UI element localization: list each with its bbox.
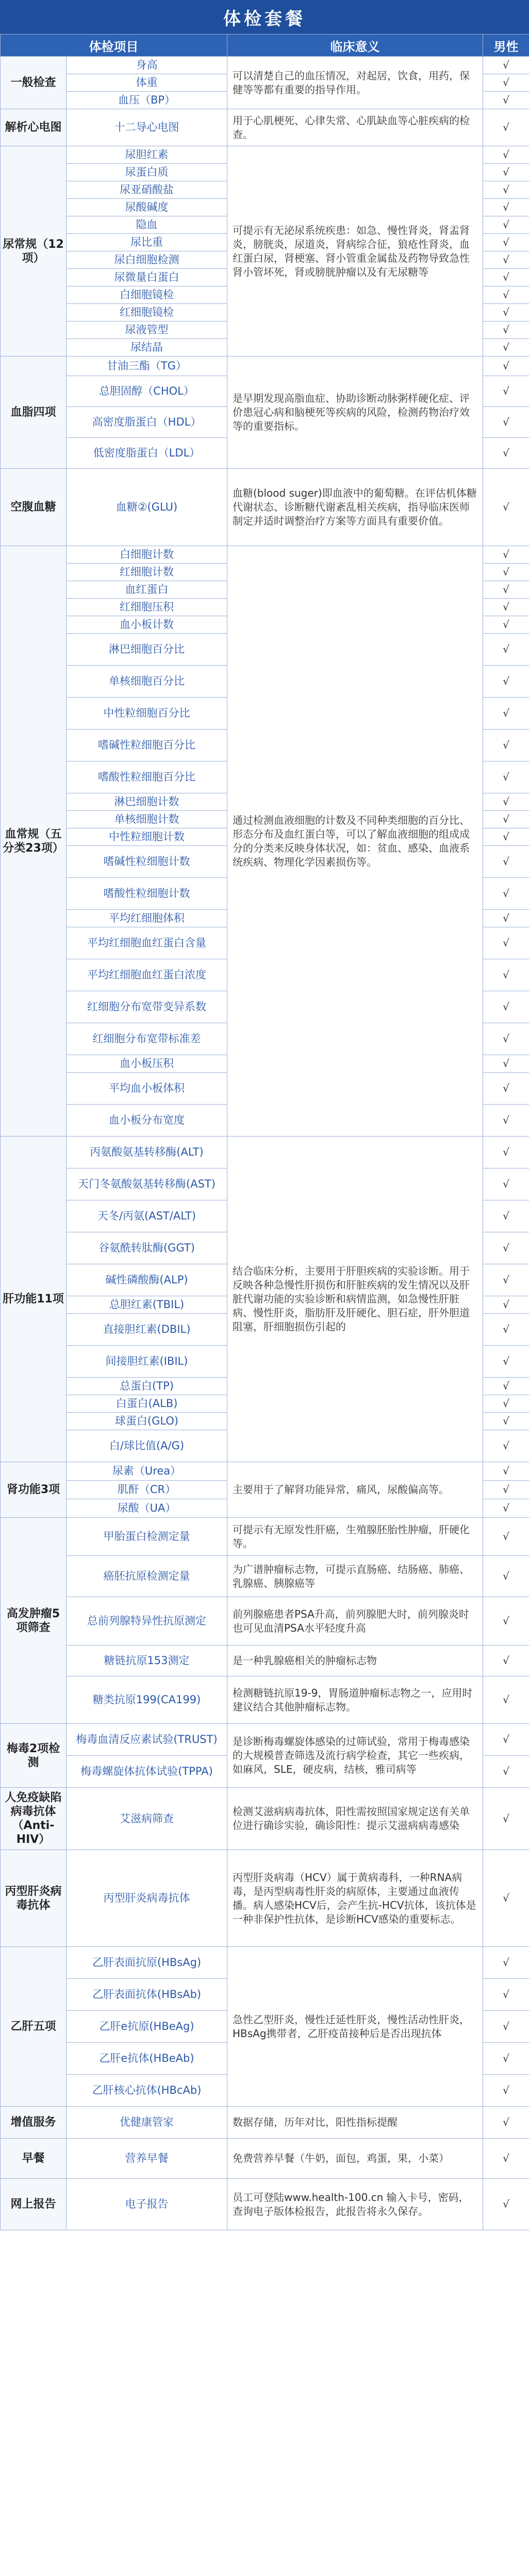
male-check-mark: √ [483, 146, 529, 164]
category-cell: 血脂四项 [1, 357, 67, 469]
item-name: 碱性磷酸酶(ALP) [67, 1264, 227, 1296]
male-check-mark: √ [483, 2107, 529, 2139]
category-cell: 肝功能11项 [1, 1137, 67, 1462]
male-check-mark: √ [483, 1430, 529, 1462]
item-name: 十二导心电图 [67, 109, 227, 146]
table-row [1, 146, 529, 164]
male-check-mark: √ [483, 910, 529, 927]
table-body [1, 57, 529, 2230]
male-check-mark: √ [483, 846, 529, 878]
male-check-mark: √ [483, 1597, 529, 1646]
male-check-mark: √ [483, 959, 529, 991]
clinical-meaning: 员工可登陆www.health-100.cn 输入卡号，密码，查询电子版体检报告，此报告将永久保存。 [227, 2179, 483, 2230]
item-name: 淋巴细胞计数 [67, 793, 227, 811]
table-row [1, 1947, 529, 1979]
item-name: 糖类抗原199(CA199) [67, 1676, 227, 1724]
item-name: 优健康管家 [67, 2107, 227, 2139]
male-check-mark: √ [483, 927, 529, 959]
table-row [1, 2179, 529, 2230]
male-check-mark: √ [483, 1314, 529, 1346]
item-name: 糖链抗原153测定 [67, 1646, 227, 1676]
item-name: 血红蛋白 [67, 581, 227, 599]
male-check-mark: √ [483, 1556, 529, 1597]
male-check-mark: √ [483, 109, 529, 146]
item-name: 尿酸（UA） [67, 1499, 227, 1518]
male-check-mark: √ [483, 1676, 529, 1724]
male-check-mark: √ [483, 304, 529, 321]
male-check-mark: √ [483, 730, 529, 761]
item-name: 平均红细胞血红蛋白含量 [67, 927, 227, 959]
header-meaning: 临床意义 [227, 35, 483, 57]
male-check-mark: √ [483, 2139, 529, 2179]
table-row [1, 1788, 529, 1850]
checkup-table [0, 34, 529, 2230]
item-name: 红细胞分布宽带标准差 [67, 1023, 227, 1055]
item-name: 电子报告 [67, 2179, 227, 2230]
item-name: 尿蛋白质 [67, 164, 227, 181]
table-row [1, 1646, 529, 1676]
item-name: 中性粒细胞百分比 [67, 698, 227, 730]
clinical-meaning: 丙型肝炎病毒（HCV）属于黄病毒科，一种RNA病毒，是丙型病毒性肝炎的病原体，主要通过血液传播。病人感染HCV后，会产生抗-HCV抗体，该抗体是一种非保护性抗体，是诊断HCV感染的重要标志。 [227, 1850, 483, 1947]
item-name: 尿酸碱度 [67, 199, 227, 216]
category-cell: 高发肿瘤5项筛查 [1, 1518, 67, 1724]
male-check-mark: √ [483, 74, 529, 92]
item-name: 高密度脂蛋白（HDL） [67, 407, 227, 438]
category-cell: 一般检查 [1, 57, 67, 109]
male-check-mark: √ [483, 2179, 529, 2230]
clinical-meaning: 为广谱肿瘤标志物，可提示直肠癌、结肠癌、肺癌、乳腺癌、胰腺癌等 [227, 1556, 483, 1597]
item-name: 甘油三酯（TG） [67, 357, 227, 376]
male-check-mark: √ [483, 269, 529, 286]
header-project: 体检项目 [1, 35, 227, 57]
item-name: 总胆固醇（CHOL） [67, 376, 227, 407]
clinical-meaning: 数据存储，历年对比，阳性指标提醒 [227, 2107, 483, 2139]
male-check-mark: √ [483, 376, 529, 407]
male-check-mark: √ [483, 339, 529, 357]
item-name: 乙肝表面抗原(HBsAg) [67, 1947, 227, 1979]
item-name: 艾滋病筛查 [67, 1788, 227, 1850]
male-check-mark: √ [483, 1232, 529, 1264]
male-check-mark: √ [483, 666, 529, 698]
item-name: 血小板分布宽度 [67, 1105, 227, 1137]
item-name: 尿微量白蛋白 [67, 269, 227, 286]
item-name: 平均红细胞血红蛋白浓度 [67, 959, 227, 991]
male-check-mark: √ [483, 1264, 529, 1296]
male-check-mark: √ [483, 1850, 529, 1947]
male-check-mark: √ [483, 1395, 529, 1413]
male-check-mark: √ [483, 1518, 529, 1556]
male-check-mark: √ [483, 811, 529, 828]
male-check-mark: √ [483, 469, 529, 546]
category-cell: 人免疫缺陷病毒抗体（Anti-HIV） [1, 1788, 67, 1850]
item-name: 乙肝e抗原(HBeAg) [67, 2011, 227, 2043]
item-name: 血压（BP） [67, 92, 227, 109]
male-check-mark: √ [483, 92, 529, 109]
item-name: 天门冬氨酸氨基转移酶(AST) [67, 1168, 227, 1200]
item-name: 尿亚硝酸盐 [67, 181, 227, 199]
category-cell: 早餐 [1, 2139, 67, 2179]
item-name: 中性粒细胞计数 [67, 828, 227, 846]
male-check-mark: √ [483, 438, 529, 469]
male-check-mark: √ [483, 1023, 529, 1055]
item-name: 嗜碱性粒细胞百分比 [67, 730, 227, 761]
item-name: 尿结晶 [67, 339, 227, 357]
category-cell: 尿常规（12项） [1, 146, 67, 357]
item-name: 血小板压积 [67, 1055, 227, 1073]
item-name: 白细胞镜检 [67, 286, 227, 304]
male-check-mark: √ [483, 634, 529, 666]
item-name: 红细胞分布宽带变异系数 [67, 991, 227, 1023]
table-row [1, 546, 529, 564]
item-name: 尿比重 [67, 234, 227, 251]
item-name: 尿胆红素 [67, 146, 227, 164]
clinical-meaning: 通过检测血液细胞的计数及不同种类细胞的百分比、形态分布及血红蛋白等，可以了解血液细胞的组成成分的分类来反映身体状况，如：贫血、感染、血液系统疾病、物理化学因素损伤等。 [227, 546, 483, 1137]
item-name: 总前列腺特异性抗原测定 [67, 1597, 227, 1646]
category-cell: 血常规（五分类23项） [1, 546, 67, 1137]
item-name: 乙肝核心抗体(HBcAb) [67, 2075, 227, 2107]
male-check-mark: √ [483, 698, 529, 730]
male-check-mark: √ [483, 546, 529, 564]
clinical-meaning: 检测糖链抗原19-9，胃肠道肿瘤标志物之一，应用时建议结合其他肿瘤标志物。 [227, 1676, 483, 1724]
male-check-mark: √ [483, 251, 529, 269]
header-male: 男性 [483, 35, 529, 57]
item-name: 血糖②(GLU) [67, 469, 227, 546]
item-name: 隐血 [67, 216, 227, 234]
item-name: 间接胆红素(IBIL) [67, 1346, 227, 1378]
male-check-mark: √ [483, 164, 529, 181]
item-name: 红细胞压积 [67, 599, 227, 616]
male-check-mark: √ [483, 1724, 529, 1756]
item-name: 嗜酸性粒细胞百分比 [67, 761, 227, 793]
male-check-mark: √ [483, 991, 529, 1023]
category-cell: 乙肝五项 [1, 1947, 67, 2107]
male-check-mark: √ [483, 57, 529, 74]
category-cell: 肾功能3项 [1, 1462, 67, 1518]
male-check-mark: √ [483, 1462, 529, 1481]
male-check-mark: √ [483, 199, 529, 216]
item-name: 肌酐（CR） [67, 1481, 227, 1499]
male-check-mark: √ [483, 286, 529, 304]
table-row [1, 1850, 529, 1947]
male-check-mark: √ [483, 878, 529, 910]
clinical-meaning: 结合临床分析，主要用于肝胆疾病的实验诊断。用于反映各种急慢性肝损伤和肝脏疾病的发生情况以及肝脏代谢功能的实验诊断和病情监测，如急慢性肝脏病、慢性肝炎，脂肪肝及肝硬化、胆石症，肝外胆道阻塞，肝细胞损伤引起的 [227, 1137, 483, 1462]
male-check-mark: √ [483, 1073, 529, 1105]
table-row [1, 1676, 529, 1724]
table-row [1, 357, 529, 376]
clinical-meaning: 可提示有无泌尿系统疾患：如急、慢性肾炎，肾盂肾炎，膀胱炎，尿道炎，肾病综合征，狼疮性肾炎，血红蛋白尿，肾梗塞、肾小管重金属盐及药物导致急性肾小管坏死，肾或膀胱肿瘤以及有无尿糖等 [227, 146, 483, 357]
item-name: 白蛋白(ALB) [67, 1395, 227, 1413]
item-name: 天冬/丙氨(AST/ALT) [67, 1200, 227, 1232]
item-name: 平均血小板体积 [67, 1073, 227, 1105]
category-cell: 增值服务 [1, 2107, 67, 2139]
clinical-meaning: 血糖(blood suger)即血液中的葡萄糖。在评估机体糖代谢状态、诊断糖代谢紊乱相关疾病，指导临床医师制定并适时调整治疗方案等方面具有重要价值。 [227, 469, 483, 546]
male-check-mark: √ [483, 357, 529, 376]
item-name: 红细胞镜检 [67, 304, 227, 321]
item-name: 血小板计数 [67, 616, 227, 634]
clinical-meaning: 可提示有无原发性肝癌，生殖腺胚胎性肿瘤，肝硬化等。 [227, 1518, 483, 1556]
male-check-mark: √ [483, 1378, 529, 1395]
clinical-meaning: 急性乙型肝炎，慢性迁延性肝炎，慢性活动性肝炎，HBsAg携带者，乙肝疫苗接种后是否出现抗体 [227, 1947, 483, 2107]
item-name: 尿白细胞检测 [67, 251, 227, 269]
item-name: 红细胞计数 [67, 564, 227, 581]
category-cell: 梅毒2项检测 [1, 1724, 67, 1788]
item-name: 体重 [67, 74, 227, 92]
item-name: 癌胚抗原检测定量 [67, 1556, 227, 1597]
male-check-mark: √ [483, 599, 529, 616]
male-check-mark: √ [483, 1137, 529, 1168]
male-check-mark: √ [483, 1646, 529, 1676]
male-check-mark: √ [483, 1947, 529, 1979]
item-name: 白/球比值(A/G) [67, 1430, 227, 1462]
male-check-mark: √ [483, 321, 529, 339]
male-check-mark: √ [483, 1499, 529, 1518]
male-check-mark: √ [483, 1200, 529, 1232]
item-name: 梅毒血清反应素试验(TRUST) [67, 1724, 227, 1756]
clinical-meaning: 是一种乳腺癌相关的肿瘤标志物 [227, 1646, 483, 1676]
item-name: 嗜酸性粒细胞计数 [67, 878, 227, 910]
male-check-mark: √ [483, 793, 529, 811]
clinical-meaning: 免费营养早餐（牛奶，面包，鸡蛋，果，小菜） [227, 2139, 483, 2179]
clinical-meaning: 是早期发现高脂血症、协助诊断动脉粥样硬化症、评价患冠心病和脑梗死等疾病的风险，检测药物治疗效等的重要指标。 [227, 357, 483, 469]
male-check-mark: √ [483, 1168, 529, 1200]
item-name: 甲胎蛋白检测定量 [67, 1518, 227, 1556]
table-row [1, 109, 529, 146]
table-row [1, 1556, 529, 1597]
item-name: 身高 [67, 57, 227, 74]
item-name: 谷氨酰转肽酶(GGT) [67, 1232, 227, 1264]
male-check-mark: √ [483, 564, 529, 581]
clinical-meaning: 是诊断梅毒螺旋体感染的过筛试验，常用于梅毒感染的大规模普查筛选及流行病学检查，其它一些疾病，如麻风，SLE，硬皮病，结核，雅司病等 [227, 1724, 483, 1788]
category-cell: 丙型肝炎病毒抗体 [1, 1850, 67, 1947]
male-check-mark: √ [483, 1413, 529, 1430]
item-name: 直接胆红素(DBIL) [67, 1314, 227, 1346]
item-name: 尿液管型 [67, 321, 227, 339]
male-check-mark: √ [483, 1055, 529, 1073]
male-check-mark: √ [483, 1756, 529, 1788]
item-name: 丙氨酸氨基转移酶(ALT) [67, 1137, 227, 1168]
male-check-mark: √ [483, 761, 529, 793]
item-name: 淋巴细胞百分比 [67, 634, 227, 666]
male-check-mark: √ [483, 181, 529, 199]
clinical-meaning: 可以清楚自己的血压情况，对起居，饮食，用药，保健等等都有重要的指导作用。 [227, 57, 483, 109]
item-name: 丙型肝炎病毒抗体 [67, 1850, 227, 1947]
item-name: 梅毒螺旋体抗体试验(TPPA) [67, 1756, 227, 1788]
category-cell: 解析心电图 [1, 109, 67, 146]
table-row [1, 57, 529, 74]
male-check-mark: √ [483, 1296, 529, 1314]
table-row [1, 1462, 529, 1481]
male-check-mark: √ [483, 616, 529, 634]
clinical-meaning: 主要用于了解肾功能异常，痛风，尿酸偏高等。 [227, 1462, 483, 1518]
category-cell: 网上报告 [1, 2179, 67, 2230]
table-row [1, 1518, 529, 1556]
item-name: 嗜碱性粒细胞计数 [67, 846, 227, 878]
item-name: 球蛋白(GLO) [67, 1413, 227, 1430]
item-name: 单核细胞计数 [67, 811, 227, 828]
item-name: 总胆红素(TBIL) [67, 1296, 227, 1314]
item-name: 平均红细胞体积 [67, 910, 227, 927]
table-row [1, 1137, 529, 1168]
table-row [1, 2139, 529, 2179]
male-check-mark: √ [483, 234, 529, 251]
male-check-mark: √ [483, 1979, 529, 2011]
clinical-meaning: 前列腺癌患者PSA升高，前列腺肥大时，前列腺炎时也可见血清PSA水平轻度升高 [227, 1597, 483, 1646]
male-check-mark: √ [483, 581, 529, 599]
table-header-row [1, 35, 529, 57]
clinical-meaning: 检测艾滋病病毒抗体，阳性需按照国家规定送有关单位进行确诊实验，确诊阳性：提示艾滋病病毒感染 [227, 1788, 483, 1850]
male-check-mark: √ [483, 2011, 529, 2043]
item-name: 营养早餐 [67, 2139, 227, 2179]
item-name: 白细胞计数 [67, 546, 227, 564]
item-name: 低密度脂蛋白（LDL） [67, 438, 227, 469]
item-name: 尿素（Urea） [67, 1462, 227, 1481]
male-check-mark: √ [483, 407, 529, 438]
table-row [1, 469, 529, 546]
item-name: 乙肝e抗体(HBeAb) [67, 2043, 227, 2075]
table-row [1, 1724, 529, 1756]
male-check-mark: √ [483, 216, 529, 234]
male-check-mark: √ [483, 828, 529, 846]
table-row [1, 1597, 529, 1646]
male-check-mark: √ [483, 2043, 529, 2075]
item-name: 单核细胞百分比 [67, 666, 227, 698]
clinical-meaning: 用于心肌梗死、心律失常、心肌缺血等心脏疾病的检查。 [227, 109, 483, 146]
male-check-mark: √ [483, 2075, 529, 2107]
category-cell: 空腹血糖 [1, 469, 67, 546]
page-title: 体检套餐 [0, 0, 529, 34]
item-name: 总蛋白(TP) [67, 1378, 227, 1395]
item-name: 乙肝表面抗体(HBsAb) [67, 1979, 227, 2011]
male-check-mark: √ [483, 1788, 529, 1850]
table-row [1, 2107, 529, 2139]
male-check-mark: √ [483, 1481, 529, 1499]
male-check-mark: √ [483, 1105, 529, 1137]
male-check-mark: √ [483, 1346, 529, 1378]
